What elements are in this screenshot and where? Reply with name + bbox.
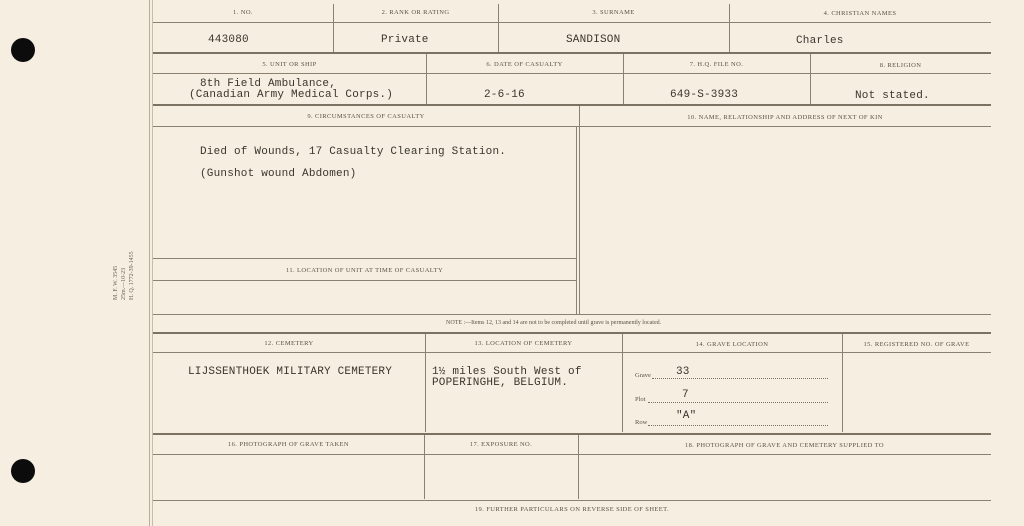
unit-line-1: 8th Field Ambulance,: [200, 78, 337, 90]
divider: [842, 334, 843, 432]
file-no-value: 649-S-3933: [670, 89, 739, 101]
rule: [153, 433, 991, 435]
punch-hole-top: [11, 38, 35, 62]
punch-hole-bottom: [11, 459, 35, 483]
circumstances-line-2: (Gunshot wound Abdomen): [200, 168, 357, 180]
label-christian-names: 4. CHRISTIAN NAMES: [823, 10, 897, 17]
label-cemetery: 12. CEMETERY: [264, 340, 314, 347]
label-file-no: 7. H.Q. FILE NO.: [689, 61, 744, 68]
label-photograph-taken: 16. PHOTOGRAPH OF GRAVE TAKEN: [227, 441, 350, 448]
label-rank: 2. RANK OR RATING: [381, 9, 450, 16]
plot-dotted-line: [648, 402, 828, 403]
divider: [622, 334, 623, 432]
cemetery-location-line-2: POPERINGHE, BELGIUM.: [432, 377, 569, 389]
form-reference-line: M. F. W. 3545: [113, 265, 119, 300]
margin-line: [149, 0, 150, 526]
rule: [153, 314, 991, 315]
grave-value: 33: [676, 366, 690, 378]
rule: [153, 258, 576, 259]
service-number: 443080: [208, 34, 249, 46]
label-registered-no: 15. REGISTERED NO. OF GRAVE: [863, 341, 970, 348]
grave-label: Grave: [635, 372, 651, 379]
cemetery-value: LIJSSENTHOEK MILITARY CEMETERY: [188, 366, 393, 378]
surname-value: SANDISON: [566, 34, 621, 46]
rule: [153, 454, 991, 455]
religion-value: Not stated.: [855, 90, 930, 102]
rank-value: Private: [381, 34, 429, 46]
date-value: 2-6-16: [484, 89, 525, 101]
plot-value: 7: [682, 389, 689, 401]
row-dotted-line: [648, 425, 828, 426]
label-number: 1. NO.: [233, 9, 253, 16]
rule: [153, 73, 991, 74]
divider: [425, 334, 426, 432]
rule: [153, 52, 991, 54]
rule: [153, 280, 576, 281]
circumstances-line-1: Died of Wounds, 17 Casualty Clearing Station.: [200, 146, 507, 158]
label-circumstances: 9. CIRCUMSTANCES OF CASUALTY: [307, 113, 425, 120]
rule: [153, 332, 991, 334]
form-reference: [112, 251, 136, 300]
footer-note: 19. FURTHER PARTICULARS ON REVERSE SIDE OF SHEET.: [474, 506, 670, 513]
label-grave-location: 14. GRAVE LOCATION: [695, 341, 769, 348]
divider: [579, 106, 580, 314]
label-date: 6. DATE OF CASUALTY: [486, 61, 563, 68]
unit-line-2: (Canadian Army Medical Corps.): [189, 89, 394, 101]
christian-names-value: Charles: [796, 35, 844, 47]
rule: [153, 104, 991, 106]
cemetery-location-line-1: 1½ miles South West of: [432, 366, 582, 378]
label-location-of-unit: 11. LOCATION OF UNIT AT TIME OF CASUALTY: [285, 267, 444, 274]
form-reference-line: 25m.—10-23: [121, 267, 127, 300]
note-text: NOTE :—Items 12, 13 and 14 are not to be completed until grave is permanently located.: [446, 320, 662, 326]
divider: [576, 126, 577, 314]
label-next-of-kin: 10. NAME, RELATIONSHIP AND ADDRESS OF NEXT OF KIN: [687, 114, 883, 121]
label-location-of-cemetery: 13. LOCATION OF CEMETERY: [474, 340, 573, 347]
label-exposure-no: 17. EXPOSURE NO.: [469, 441, 533, 448]
grave-dotted-line: [652, 378, 828, 379]
label-religion: 8. RELIGION: [879, 62, 922, 69]
label-unit: 5. UNIT OR SHIP: [262, 61, 317, 68]
rule: [153, 352, 991, 353]
row-label: Row: [635, 419, 648, 426]
plot-label: Plot: [635, 396, 646, 403]
rule: [153, 500, 991, 501]
row-value: "A": [676, 410, 697, 422]
label-photograph-supplied: 18. PHOTOGRAPH OF GRAVE AND CEMETERY SUPPLIED TO: [684, 442, 885, 449]
rule: [153, 126, 991, 127]
form-reference-line: H. Q. 1772-39-1455: [129, 251, 135, 300]
rule: [153, 22, 991, 23]
label-surname: 3. SURNAME: [592, 9, 635, 16]
